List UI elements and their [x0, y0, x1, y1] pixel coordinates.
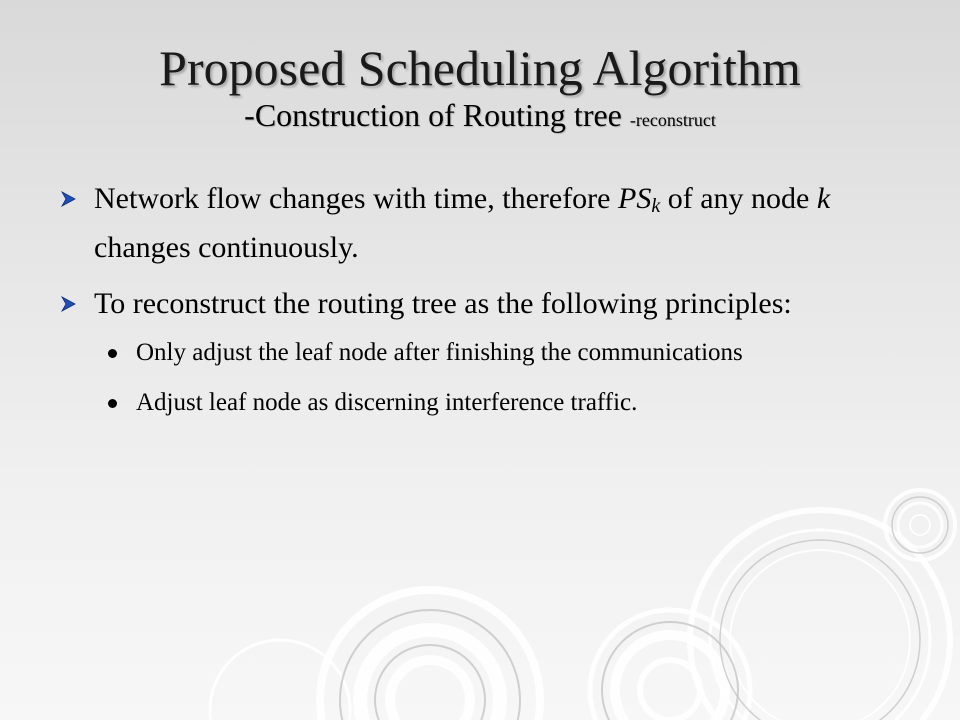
dot-bullet-icon: [108, 349, 117, 358]
slide-title-block: [0, 40, 960, 139]
bullet-reconstruct: [60, 283, 900, 325]
sub-bullet-item: [108, 385, 900, 421]
var-ps-subscript: k: [651, 195, 661, 217]
slide-subtitle-small: -reconstruct: [629, 110, 716, 130]
arrow-bullet-icon: [60, 296, 76, 312]
sub-bullet-text: Adjust leaf node as discerning interference traffic.: [136, 389, 638, 416]
var-ps: PS: [618, 182, 652, 215]
sub-bullet-text: Only adjust the leaf node after finishing the communications: [136, 339, 743, 366]
bullet-text: To reconstruct the routing tree as the following principles:: [94, 287, 792, 320]
arrow-bullet-icon: [60, 191, 76, 207]
sub-bullet-list: [108, 335, 900, 421]
slide-subtitle-main: -Construction of Routing tree: [244, 97, 622, 133]
var-k: k: [816, 182, 831, 215]
slide-content: [60, 178, 900, 435]
bullet-text-post: changes continuously.: [94, 231, 359, 264]
bullet-text-mid: of any node: [660, 182, 817, 215]
bullet-text-pre: Network flow changes with time, therefore: [94, 182, 618, 215]
dot-bullet-icon: [108, 399, 117, 408]
sub-bullet-item: [108, 335, 900, 371]
slide-title: Proposed Scheduling Algorithm: [159, 40, 801, 96]
bullet-network-flow: [60, 178, 900, 269]
slide-subtitle: [0, 96, 960, 139]
